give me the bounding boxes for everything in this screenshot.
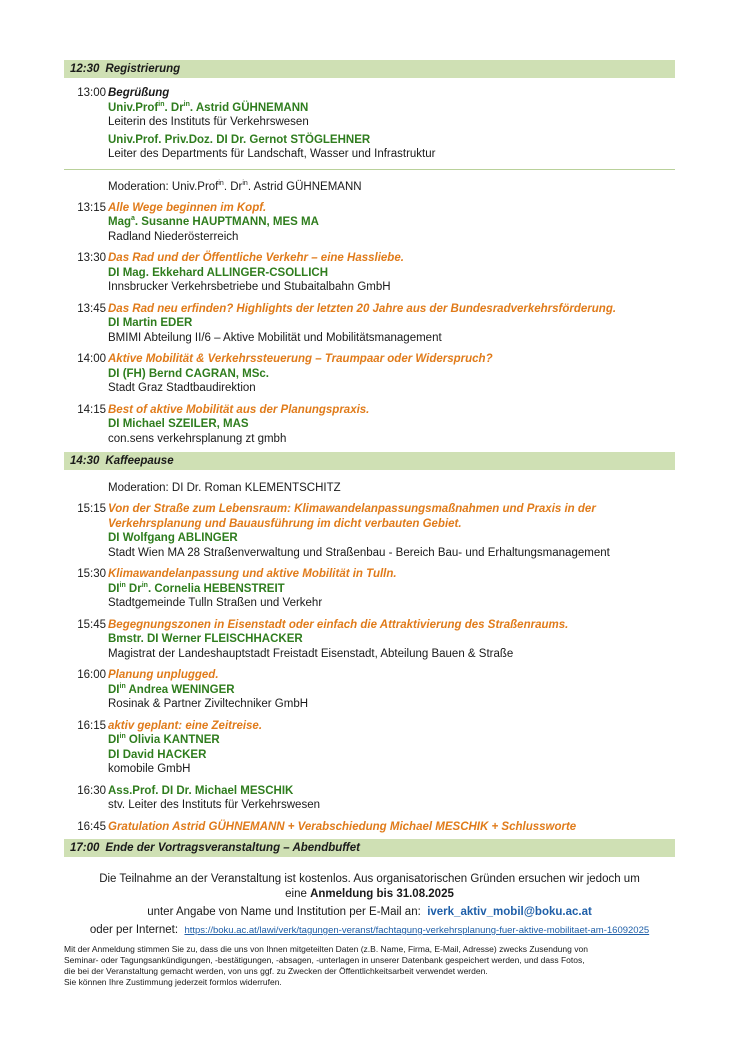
entry-speaker: Ass.Prof. DI Dr. Michael MESCHIK <box>108 784 294 797</box>
entry-time: 16:45 <box>77 820 106 833</box>
entry-time: 14:15 <box>77 403 106 416</box>
entry-time: 13:30 <box>77 252 106 264</box>
talk-1545 <box>64 618 675 662</box>
entry-affiliation: Leiter des Departments für Landschaft, Wasser und Infrastruktur <box>108 148 436 160</box>
talk-1330 <box>64 251 675 295</box>
entry-speaker: DI Martin EDER <box>108 317 193 329</box>
disclaimer-line: Seminar- oder Tagungsankündigungen, -bestätigungen, -absagen, -unterlagen in unserer Datenbank gespeichert werden, und dass Fotos, <box>64 955 585 965</box>
section-bar-kaffeepause <box>64 452 675 470</box>
bar-time: 14:30 <box>70 455 100 467</box>
entry-affiliation: con.sens verkehrsplanung zt gmbh <box>108 432 287 445</box>
entry-time: 16:30 <box>77 784 106 797</box>
entry-speaker: Univ.Prof. Priv.Doz. DI Dr. Gernot STÖGLEHNER <box>108 133 371 146</box>
moderation-2: Moderation: DI Dr. Roman KLEMENTSCHITZ <box>108 482 341 494</box>
privacy-disclaimer <box>64 944 679 988</box>
entry-speaker: DI (FH) Bernd CAGRAN, MSc. <box>108 367 269 380</box>
moderation-1: Moderation: Univ.Prof$^{in}$. $Dr^{in}$. Astrid GÜHNEMANN <box>108 179 362 193</box>
entry-speaker: Bmstr. DI Werner FLEISCHHACKER <box>108 633 303 645</box>
entry-affiliation: Stadt Wien MA 28 Straßenverwaltung und Straßenbau - Bereich Bau- und Erhaltungsmanagement <box>108 546 610 559</box>
entry-title: Von der Straße zum Lebensraum: Klimawandelanpassungsmaßnahmen und Praxis in der Verkehrsplanung und Bauausführung im dicht verbauten Gebiet. <box>108 503 596 530</box>
disclaimer-line: die bei der Veranstaltung gemacht werden, von uns ggf. zu Zwecken der Öffentlichkeitsarbeit verwendet werden. <box>64 966 488 976</box>
disclaimer-line: Sie können Ihre Zustimmung jederzeit formlos widerrufen. <box>64 977 282 987</box>
entry-speaker: $DI^{in}$ $Dr^{in}$. Cornelia HEBENSTREIT <box>108 581 285 595</box>
entry-time: 13:15 <box>77 201 106 214</box>
program <box>64 60 675 857</box>
entry-title: Gratulation Astrid GÜHNEMANN + Verabschiedung Michael MESCHIK + Schlussworte <box>108 820 577 833</box>
talk-1530 <box>64 567 675 611</box>
entry-title: Begrüßung <box>108 87 170 99</box>
bar-label: Ende der Vortragsveranstaltung – Abendbuffet <box>105 842 360 854</box>
entry-time: 15:30 <box>77 568 106 580</box>
entry-title: Aktive Mobilität & Verkehrssteuerung – Traumpaar oder Widerspruch? <box>108 353 493 365</box>
entry-title: Alle Wege beginnen im Kopf. <box>108 201 267 214</box>
talk-1315 <box>64 201 675 245</box>
talk-1515 <box>64 502 675 560</box>
entry-affiliation: Rosinak & Partner Ziviltechniker GmbH <box>108 698 309 710</box>
talk-1600 <box>64 668 675 712</box>
entry-speaker: $DI^{in}$ Olivia KANTNER <box>108 733 220 746</box>
footer-line: eine Anmeldung bis 31.08.2025 <box>285 888 454 900</box>
entry-affiliation: komobile GmbH <box>108 763 191 775</box>
entry-title: Best of aktive Mobilität aus der Planungspraxis. <box>108 403 370 416</box>
entry-speaker: DI Michael SZEILER, MAS <box>108 418 249 430</box>
entry-speaker: DI David HACKER <box>108 748 207 761</box>
entry-affiliation: Stadt Graz Stadtbaudirektion <box>108 382 256 394</box>
entry-title: aktiv geplant: eine Zeitreise. <box>108 719 263 732</box>
talk-1645 <box>64 820 675 835</box>
entry-affiliation: Stadtgemeinde Tulln Straßen und Verkehr <box>108 597 323 609</box>
entry-time: 14:00 <box>77 353 106 365</box>
entry-speaker: DI Mag. Ekkehard ALLINGER-CSOLLICH <box>108 266 329 279</box>
entry-time: 13:45 <box>77 302 106 315</box>
entry-title: Klimawandelanpassung und aktive Mobilität in Tulln. <box>108 568 397 580</box>
footer-line: unter Angabe von Name und Institution per E-Mail an: iverk_aktiv_mobil@boku.ac.at <box>147 906 592 918</box>
talk-1615 <box>64 719 675 777</box>
entry-affiliation: Magistrat der Landeshauptstadt Freistadt Eisenstadt, Abteilung Bauen & Straße <box>108 647 514 660</box>
entry-affiliation: Innsbrucker Verkehrsbetriebe und Stubaitalbahn GmbH <box>108 281 391 293</box>
registration-info <box>64 872 675 938</box>
entry-affiliation: Leiterin des Instituts für Verkehrswesen <box>108 116 309 128</box>
entry-speaker: Univ.Prof$^{in}$. $Dr^{in}$. Astrid GÜHNEMANN <box>108 100 309 114</box>
entry-begruessung <box>64 86 675 162</box>
entry-time: 13:00 <box>77 87 106 99</box>
entry-title: Begegnungszonen in Eisenstadt oder einfach die Attraktivierung des Straßenraums. <box>108 618 569 631</box>
footer-line: Die Teilnahme an der Veranstaltung ist kostenlos. Aus organisatorischen Gründen ersuchen wir jedoch um <box>99 873 640 885</box>
disclaimer-line: Mit der Anmeldung stimmen Sie zu, dass die uns von Ihnen mitgeteilten Daten (z.B. Name, Firma, E-Mail, Adresse) zwecks Zusendung von <box>64 944 588 954</box>
talk-1345 <box>64 302 675 346</box>
section-bar-ende <box>64 839 675 857</box>
email-link[interactable]: iverk_aktiv_mobil@boku.ac.at <box>427 906 592 918</box>
entry-time: 15:15 <box>77 503 106 515</box>
entry-speaker: DI Wolfgang ABLINGER <box>108 532 238 544</box>
entry-affiliation: Radland Niederösterreich <box>108 230 239 243</box>
talk-1400 <box>64 352 675 396</box>
entry-time: 15:45 <box>77 618 106 631</box>
entry-speaker: Mag$^a$. Susanne HAUPTMANN, MES MA <box>108 215 319 228</box>
entry-speaker: $DI^{in}$ Andrea WENINGER <box>108 682 235 696</box>
entry-title: Planung unplugged. <box>108 669 219 681</box>
bar-label: Registrierung <box>105 63 181 75</box>
entry-time: 16:00 <box>77 669 106 681</box>
bar-time: 17:00 <box>70 842 100 854</box>
entry-time: 16:15 <box>77 719 106 732</box>
registration-url-link[interactable]: https://boku.ac.at/lawi/verk/tagungen-veranst/fachtagung-verkehrsplanung-fuer-aktive-mobilitaet-am-16092025 <box>184 925 650 936</box>
entry-affiliation: BMIMI Abteilung II/6 – Aktive Mobilität und Mobilitätsmanagement <box>108 331 442 344</box>
bar-time: 12:30 <box>70 63 100 75</box>
section-bar-registrierung <box>64 60 675 78</box>
divider <box>64 169 675 170</box>
talk-1630 <box>64 784 675 813</box>
entry-affiliation: stv. Leiter des Instituts für Verkehrswesen <box>108 799 320 811</box>
footer-line: oder per Internet: https://boku.ac.at/lawi/verk/tagungen-veranst/fachtagung-verkehrsplanung-fuer-aktive-mobilitaet-am-16092025 <box>89 924 650 936</box>
entry-title: Das Rad neu erfinden? Highlights der letzten 20 Jahre aus der Bundesradverkehrsförderung. <box>108 302 617 315</box>
entry-title: Das Rad und der Öffentliche Verkehr – eine Hassliebe. <box>108 252 404 264</box>
talk-1415 <box>64 403 675 447</box>
bar-label: Kaffeepause <box>105 455 174 467</box>
